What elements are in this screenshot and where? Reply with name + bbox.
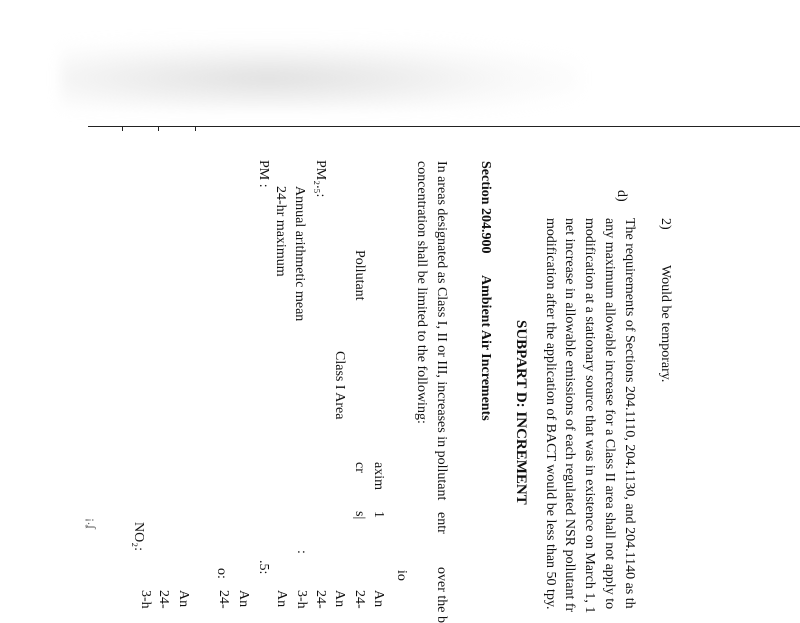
section-title: Ambient Air Increments bbox=[478, 275, 493, 421]
value-fragment: 24- bbox=[352, 590, 367, 609]
class-i-header: Class I Area bbox=[332, 351, 347, 420]
value-fragment: An bbox=[176, 590, 191, 608]
value-fragment: io bbox=[394, 570, 409, 581]
intro-fragment: entr bbox=[434, 512, 449, 534]
item-2-text: Would be temporary. bbox=[658, 265, 673, 383]
para-d-line: The requirements of Sections 204.1110, 204.1130, and 204.1140 as th bbox=[622, 218, 637, 609]
value-fragment: 24- bbox=[216, 590, 231, 609]
section-number: Section 204.900 bbox=[478, 161, 493, 254]
pm25-label: PM₂.₅: bbox=[313, 160, 328, 198]
header-fragment: s| bbox=[352, 511, 367, 520]
header-fragment: cr bbox=[352, 462, 367, 473]
pm25-24hr: 24-hr maximum bbox=[273, 186, 288, 277]
value-fragment: An bbox=[236, 590, 251, 608]
rule-tick bbox=[158, 126, 159, 131]
item-2-number: 2) bbox=[658, 218, 673, 230]
intro-line: In areas designated as Class I, II or III, increases in pollutant bbox=[434, 161, 449, 501]
value-fragment: : bbox=[294, 550, 309, 554]
header-fragment: 1 bbox=[371, 511, 386, 518]
scan-shadow bbox=[60, 40, 580, 110]
value-fragment: 3-h bbox=[138, 590, 153, 609]
scan-mark: ¡.ʆ bbox=[85, 518, 99, 529]
value-fragment: 24- bbox=[313, 590, 328, 609]
pm25-annual: Annual arithmetic mean bbox=[292, 186, 307, 322]
para-d-letter: d) bbox=[614, 190, 629, 202]
subpart-heading: SUBPART D: INCREMENT bbox=[513, 320, 529, 505]
value-fragment: An bbox=[371, 590, 386, 608]
para-d-line: any maximum allowable increase for a Class II area shall not apply to bbox=[602, 218, 617, 610]
no2-label: NO₂: bbox=[131, 522, 146, 551]
intro-fragment: over the b bbox=[434, 567, 449, 623]
rule-tick bbox=[195, 126, 196, 131]
para-d-line: modification at a stationary source that was in existence on March 1, 1 bbox=[582, 218, 597, 614]
value-fragment: 3-h bbox=[294, 590, 309, 609]
value-fragment: An bbox=[274, 590, 289, 608]
para-d-line: net increase in allowable emissions of each regulated NSR pollutant fr bbox=[562, 218, 577, 613]
value-fragment: .5: bbox=[256, 560, 271, 575]
value-fragment: o: bbox=[214, 568, 229, 579]
value-fragment: An bbox=[332, 590, 347, 608]
para-d-line: modification after the application of BACT would be less than 50 tpy. bbox=[543, 218, 558, 610]
pollutant-header: Pollutant bbox=[352, 250, 367, 301]
pm10-label: PM : bbox=[256, 160, 271, 188]
intro-line: concentration shall be limited to the following: bbox=[414, 161, 429, 424]
value-fragment: 24- bbox=[156, 590, 171, 609]
rule-tick bbox=[122, 126, 123, 131]
header-fragment: axim bbox=[371, 462, 386, 490]
